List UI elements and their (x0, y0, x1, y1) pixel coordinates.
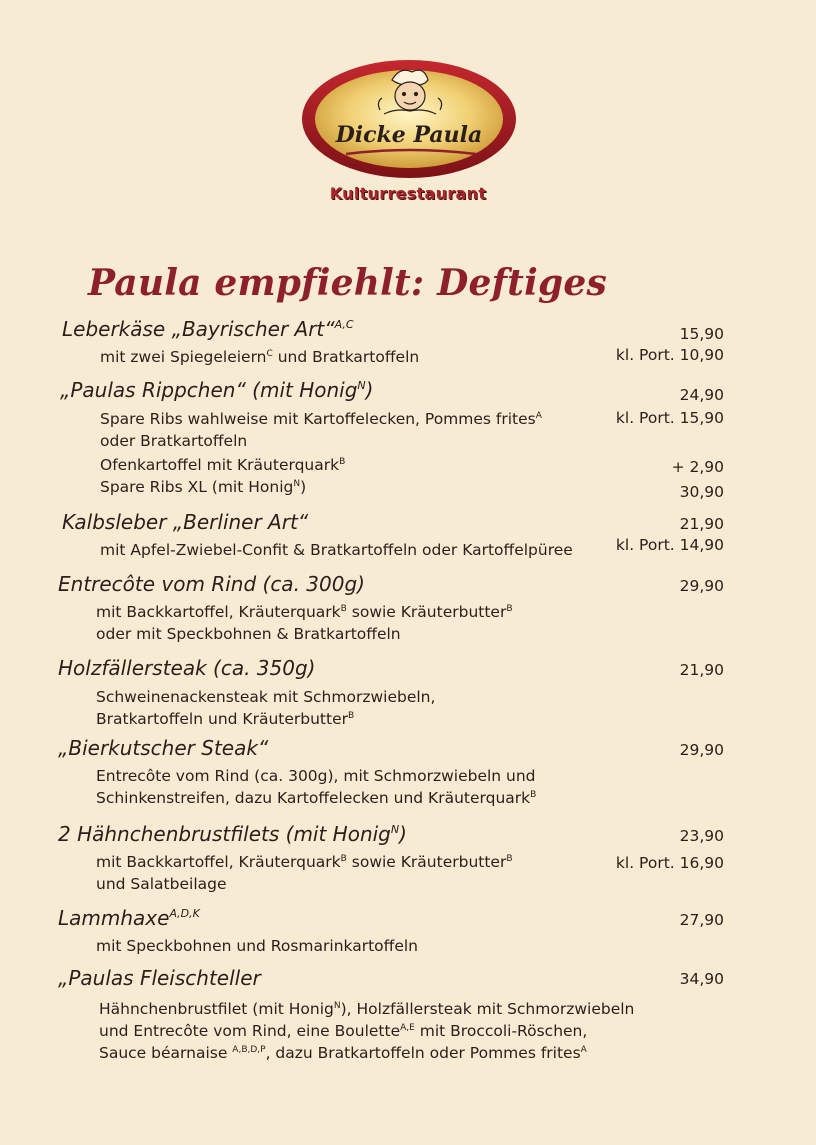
desc-text: Entrecôte vom Rind (ca. 300g), mit Schmorzwiebeln und (96, 767, 536, 785)
desc-text: mit Backkartoffel, Kräuterquark (96, 853, 341, 871)
desc-text: , dazu Bratkartoffeln oder Pommes frites (265, 1044, 581, 1062)
menu-item-price: 29,90 (679, 577, 724, 595)
allergen-marker: B (530, 790, 537, 800)
desc-text: und Bratkartoffeln (272, 348, 420, 366)
menu-item-title (58, 966, 261, 990)
item-title-text: Entrecôte vom Rind (ca. 300g) (58, 572, 365, 596)
allergen-marker: B (506, 854, 513, 864)
desc-text: mit Broccoli-Röschen, (414, 1022, 588, 1040)
allergen-marker: A,C (334, 318, 354, 331)
restaurant-logo (300, 58, 518, 180)
description-line (96, 765, 536, 787)
item-title-text: ) (399, 822, 407, 846)
menu-item-description (96, 765, 536, 809)
item-title-text: „Paulas Rippchen“ (mit Honig (60, 378, 358, 402)
allergen-marker: A (535, 411, 542, 421)
menu-item-title (62, 317, 354, 341)
item-title-text: Leberkäse „Bayrischer Art“ (62, 317, 335, 341)
menu-item-title (58, 656, 315, 680)
allergen-marker: B (506, 604, 513, 614)
allergen-marker: A (580, 1045, 587, 1055)
allergen-marker: N (293, 479, 301, 489)
desc-text: mit Backkartoffel, Kräuterquark (96, 603, 341, 621)
menu-item-title (62, 510, 308, 534)
menu-item-price: 27,90 (679, 911, 724, 929)
menu-item-title (58, 572, 365, 596)
description-line (96, 787, 536, 809)
allergen-marker: B (340, 604, 347, 614)
menu-section-heading: Paula empfiehlt: Deftiges (88, 262, 607, 304)
menu-item-small-portion-price: kl. Port. 16,90 (615, 854, 724, 872)
menu-item-extra-price: 30,90 (679, 483, 724, 501)
desc-text: Bratkartoffeln und Kräuterbutter (96, 710, 348, 728)
menu-item-extra (100, 476, 306, 498)
description-line (96, 686, 435, 708)
restaurant-subtitle: Kulturrestaurant (329, 184, 487, 203)
item-title-text: Lammhaxe (58, 906, 170, 930)
item-title-text: ) (365, 378, 374, 402)
allergen-marker: B (339, 457, 346, 467)
menu-item-title (58, 822, 407, 846)
allergen-marker: B (340, 854, 347, 864)
menu-item-description (100, 346, 419, 368)
description-line (100, 430, 542, 452)
desc-text: mit Speckbohnen und Rosmarinkartoffeln (96, 937, 419, 955)
description-line (96, 873, 513, 895)
item-title-text: 2 Hähnchenbrustfilets (mit Honig (58, 822, 391, 846)
desc-text: mit Apfel-Zwiebel-Confit & Bratkartoffeln oder Kartoffelpüree (100, 541, 573, 559)
menu-item-title (58, 906, 200, 930)
description-line (96, 708, 435, 730)
description-line (100, 346, 419, 368)
allergen-marker: B (347, 711, 355, 721)
menu-item-description (96, 686, 435, 730)
description-line (99, 1020, 634, 1042)
desc-text: Spare Ribs wahlweise mit Kartoffelecken, Pommes frites (100, 410, 536, 428)
menu-item-small-portion-price: kl. Port. 15,90 (615, 409, 724, 427)
menu-item-price: 24,90 (679, 386, 724, 404)
menu-item-description (96, 935, 418, 957)
menu-item-extra (100, 454, 345, 476)
menu-item-extra-price: + 2,90 (671, 458, 724, 476)
menu-item-small-portion-price: kl. Port. 14,90 (615, 536, 724, 554)
menu-item-price: 21,90 (679, 661, 724, 679)
description-line (100, 408, 542, 430)
menu-item-price: 34,90 (679, 970, 724, 988)
description-line (96, 623, 513, 645)
description-line (96, 851, 513, 873)
desc-text: sowie Kräuterbutter (346, 853, 507, 871)
menu-item-description (100, 539, 573, 561)
menu-item-description (96, 851, 513, 895)
allergen-marker: A,D,K (169, 907, 200, 920)
description-line (100, 539, 573, 561)
desc-text: mit zwei Spiegeleiern (100, 348, 267, 366)
menu-item-description (96, 601, 513, 645)
allergen-marker: N (333, 1001, 341, 1011)
menu-item-price: 21,90 (679, 515, 724, 533)
menu-item-small-portion-price: kl. Port. 10,90 (615, 346, 724, 364)
desc-text: Schweinenackensteak mit Schmorzwiebeln, (96, 688, 436, 706)
item-title-text: „Paulas Fleischteller (58, 966, 261, 990)
desc-text: oder mit Speckbohnen & Bratkartoffeln (96, 625, 401, 643)
description-line (96, 601, 513, 623)
desc-text: ), Holzfällersteak mit Schmorzwiebeln (340, 1000, 635, 1018)
menu-item-description (99, 998, 634, 1064)
allergen-marker: C (266, 349, 273, 359)
desc-text: und Salatbeilage (96, 875, 227, 893)
description-line (99, 998, 634, 1020)
item-title-text: Kalbsleber „Berliner Art“ (62, 510, 309, 534)
desc-text: oder Bratkartoffeln (100, 432, 248, 450)
item-title-text: Holzfällersteak (ca. 350g) (58, 656, 316, 680)
desc-text: Hähnchenbrustfilet (mit Honig (99, 1000, 334, 1018)
description-line (99, 1042, 634, 1064)
item-title-text: „Bierkutscher Steak“ (58, 736, 269, 760)
allergen-marker: N (357, 379, 366, 392)
logo-name-text: Dicke Paula (335, 122, 483, 148)
desc-text: und Entrecôte vom Rind, eine Boulette (99, 1022, 401, 1040)
menu-item-title (60, 378, 373, 402)
menu-item-title (58, 736, 268, 760)
menu-item-description (100, 408, 542, 452)
allergen-marker: A,E (400, 1023, 415, 1033)
menu-item-price: 29,90 (679, 741, 724, 759)
allergen-marker: N (390, 823, 400, 836)
menu-item-price: 15,90 (679, 325, 724, 343)
desc-text: sowie Kräuterbutter (346, 603, 507, 621)
allergen-marker: A,B,D,P (232, 1045, 266, 1055)
menu-item-price: 23,90 (679, 827, 724, 845)
desc-text: ) (300, 478, 307, 496)
desc-text: Spare Ribs XL (mit Honig (100, 478, 294, 496)
description-line (96, 935, 418, 957)
desc-text: Sauce béarnaise (99, 1044, 233, 1062)
desc-text: Ofenkartoffel mit Kräuterquark (100, 456, 340, 474)
desc-text: Schinkenstreifen, dazu Kartoffelecken und Kräuterquark (96, 789, 531, 807)
